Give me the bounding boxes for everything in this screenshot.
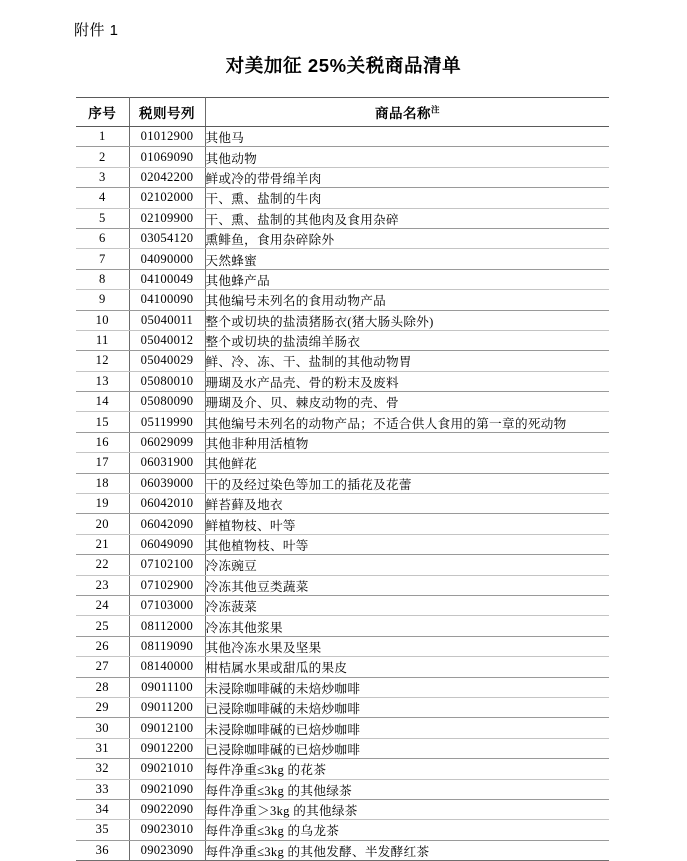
cell-product-name: 其他非种用活植物 <box>205 432 609 452</box>
cell-product-name: 其他马 <box>205 127 609 147</box>
cell-serial-number: 10 <box>76 310 129 330</box>
cell-tariff-code: 09012100 <box>129 718 205 738</box>
cell-serial-number: 13 <box>76 371 129 391</box>
cell-tariff-code: 09021010 <box>129 759 205 779</box>
cell-product-name: 天然蜂蜜 <box>205 249 609 269</box>
table-row <box>76 453 609 473</box>
attachment-label: 附件 1 <box>74 22 119 39</box>
note-superscript: 注 <box>430 104 440 115</box>
table-row <box>76 208 609 228</box>
table-row <box>76 514 609 534</box>
cell-serial-number: 1 <box>76 127 129 147</box>
cell-tariff-code: 06039000 <box>129 473 205 493</box>
cell-serial-number: 15 <box>76 412 129 432</box>
cell-serial-number: 3 <box>76 167 129 187</box>
cell-tariff-code: 04100090 <box>129 290 205 310</box>
cell-serial-number: 33 <box>76 779 129 799</box>
table-row <box>76 290 609 310</box>
column-header-product-name-text: 商品名称 <box>374 106 431 121</box>
cell-tariff-code: 05040011 <box>129 310 205 330</box>
table-row <box>76 412 609 432</box>
cell-tariff-code: 06031900 <box>129 453 205 473</box>
cell-product-name: 每件净重≤3kg 的其他绿茶 <box>205 779 609 799</box>
cell-product-name: 冷冻菠菜 <box>205 595 609 615</box>
table-row <box>76 697 609 717</box>
cell-serial-number: 35 <box>76 820 129 840</box>
column-header-tariff-code: 税则号列 <box>129 98 205 127</box>
cell-serial-number: 21 <box>76 534 129 554</box>
cell-tariff-code: 08140000 <box>129 657 205 677</box>
cell-tariff-code: 06042010 <box>129 494 205 514</box>
cell-tariff-code: 07102100 <box>129 555 205 575</box>
cell-product-name: 冷冻豌豆 <box>205 555 609 575</box>
cell-serial-number: 23 <box>76 575 129 595</box>
cell-tariff-code: 09023090 <box>129 840 205 860</box>
cell-product-name: 已浸除咖啡碱的已焙炒咖啡 <box>205 738 609 758</box>
table-row <box>76 677 609 697</box>
table-row <box>76 330 609 350</box>
table-row <box>76 840 609 860</box>
cell-product-name: 未浸除咖啡碱的未焙炒咖啡 <box>205 677 609 697</box>
cell-product-name: 每件净重≤3kg 的乌龙茶 <box>205 820 609 840</box>
table-header <box>76 98 609 127</box>
cell-product-name: 其他鲜花 <box>205 453 609 473</box>
table-body <box>76 127 609 861</box>
table-row <box>76 392 609 412</box>
table-row <box>76 494 609 514</box>
cell-tariff-code: 01069090 <box>129 147 205 167</box>
page-title: 对美加征 25%关税商品清单 <box>225 55 462 76</box>
column-header-serial-number: 序号 <box>76 98 129 127</box>
cell-product-name: 鲜、冷、冻、干、盐制的其他动物胃 <box>205 351 609 371</box>
cell-tariff-code: 05119990 <box>129 412 205 432</box>
cell-serial-number: 19 <box>76 494 129 514</box>
cell-product-name: 干的及经过染色等加工的插花及花蕾 <box>205 473 609 493</box>
table-row <box>76 575 609 595</box>
cell-serial-number: 22 <box>76 555 129 575</box>
table-row <box>76 351 609 371</box>
table-row <box>76 759 609 779</box>
cell-product-name: 鲜植物枝、叶等 <box>205 514 609 534</box>
cell-serial-number: 28 <box>76 677 129 697</box>
table-row <box>76 473 609 493</box>
cell-tariff-code: 09022090 <box>129 799 205 819</box>
table-row <box>76 555 609 575</box>
table-row <box>76 432 609 452</box>
column-header-product-name <box>205 98 609 127</box>
cell-serial-number: 2 <box>76 147 129 167</box>
cell-tariff-code: 05080090 <box>129 392 205 412</box>
cell-product-name: 冷冻其他浆果 <box>205 616 609 636</box>
cell-tariff-code: 05040012 <box>129 330 205 350</box>
cell-product-name: 鲜苔藓及地衣 <box>205 494 609 514</box>
cell-product-name: 整个或切块的盐渍绵羊肠衣 <box>205 330 609 350</box>
table-row <box>76 371 609 391</box>
cell-serial-number: 12 <box>76 351 129 371</box>
cell-product-name: 其他植物枝、叶等 <box>205 534 609 554</box>
cell-tariff-code: 09012200 <box>129 738 205 758</box>
cell-serial-number: 36 <box>76 840 129 860</box>
cell-tariff-code: 04100049 <box>129 269 205 289</box>
table-row <box>76 127 609 147</box>
table-row <box>76 249 609 269</box>
cell-serial-number: 32 <box>76 759 129 779</box>
cell-serial-number: 34 <box>76 799 129 819</box>
cell-tariff-code: 06029099 <box>129 432 205 452</box>
cell-product-name: 熏鲱鱼，食用杂碎除外 <box>205 228 609 248</box>
cell-tariff-code: 06042090 <box>129 514 205 534</box>
cell-tariff-code: 08119090 <box>129 636 205 656</box>
cell-serial-number: 25 <box>76 616 129 636</box>
cell-tariff-code: 09011200 <box>129 697 205 717</box>
cell-serial-number: 9 <box>76 290 129 310</box>
cell-tariff-code: 07102900 <box>129 575 205 595</box>
table-row <box>76 269 609 289</box>
table-row <box>76 738 609 758</box>
cell-serial-number: 24 <box>76 595 129 615</box>
cell-product-name: 柑桔属水果或甜瓜的果皮 <box>205 657 609 677</box>
table-row <box>76 799 609 819</box>
cell-product-name: 未浸除咖啡碱的已焙炒咖啡 <box>205 718 609 738</box>
cell-tariff-code: 07103000 <box>129 595 205 615</box>
cell-tariff-code: 05040029 <box>129 351 205 371</box>
cell-product-name: 珊瑚及水产品壳、骨的粉末及废料 <box>205 371 609 391</box>
table-row <box>76 820 609 840</box>
cell-serial-number: 26 <box>76 636 129 656</box>
cell-tariff-code: 09021090 <box>129 779 205 799</box>
table-row <box>76 188 609 208</box>
cell-serial-number: 20 <box>76 514 129 534</box>
cell-serial-number: 29 <box>76 697 129 717</box>
table-row <box>76 310 609 330</box>
table-row <box>76 147 609 167</box>
cell-product-name: 每件净重≤3kg 的其他发酵、半发酵红茶 <box>205 840 609 860</box>
cell-serial-number: 8 <box>76 269 129 289</box>
cell-serial-number: 14 <box>76 392 129 412</box>
cell-product-name: 冷冻其他豆类蔬菜 <box>205 575 609 595</box>
cell-tariff-code: 02109900 <box>129 208 205 228</box>
table-row <box>76 657 609 677</box>
cell-product-name: 每件净重≤3kg 的花茶 <box>205 759 609 779</box>
cell-serial-number: 17 <box>76 453 129 473</box>
cell-serial-number: 30 <box>76 718 129 738</box>
cell-serial-number: 27 <box>76 657 129 677</box>
cell-tariff-code: 02042200 <box>129 167 205 187</box>
cell-tariff-code: 01012900 <box>129 127 205 147</box>
cell-serial-number: 11 <box>76 330 129 350</box>
table-row <box>76 636 609 656</box>
cell-tariff-code: 08112000 <box>129 616 205 636</box>
cell-product-name: 其他编号未列名的动物产品；不适合供人食用的第一章的死动物 <box>205 412 609 432</box>
cell-product-name: 每件净重＞3kg 的其他绿茶 <box>205 799 609 819</box>
cell-serial-number: 4 <box>76 188 129 208</box>
cell-serial-number: 6 <box>76 228 129 248</box>
cell-tariff-code: 05080010 <box>129 371 205 391</box>
cell-product-name: 其他编号未列名的食用动物产品 <box>205 290 609 310</box>
table-row <box>76 534 609 554</box>
cell-tariff-code: 04090000 <box>129 249 205 269</box>
cell-tariff-code: 02102000 <box>129 188 205 208</box>
cell-product-name: 鲜或冷的带骨绵羊肉 <box>205 167 609 187</box>
cell-serial-number: 16 <box>76 432 129 452</box>
cell-serial-number: 5 <box>76 208 129 228</box>
cell-product-name: 其他蜂产品 <box>205 269 609 289</box>
cell-tariff-code: 06049090 <box>129 534 205 554</box>
cell-product-name: 珊瑚及介、贝、棘皮动物的壳、骨 <box>205 392 609 412</box>
cell-serial-number: 7 <box>76 249 129 269</box>
cell-tariff-code: 09023010 <box>129 820 205 840</box>
cell-tariff-code: 09011100 <box>129 677 205 697</box>
table-row <box>76 595 609 615</box>
table-row <box>76 167 609 187</box>
cell-product-name: 已浸除咖啡碱的未焙炒咖啡 <box>205 697 609 717</box>
tariff-table <box>76 97 609 861</box>
cell-product-name: 干、熏、盐制的其他肉及食用杂碎 <box>205 208 609 228</box>
table-header-row <box>76 98 609 127</box>
tariff-table-container <box>76 97 609 861</box>
cell-serial-number: 18 <box>76 473 129 493</box>
cell-tariff-code: 03054120 <box>129 228 205 248</box>
table-row <box>76 718 609 738</box>
cell-product-name: 干、熏、盐制的牛肉 <box>205 188 609 208</box>
table-row <box>76 779 609 799</box>
cell-product-name: 其他冷冻水果及坚果 <box>205 636 609 656</box>
cell-serial-number: 31 <box>76 738 129 758</box>
cell-product-name: 其他动物 <box>205 147 609 167</box>
cell-product-name: 整个或切块的盐渍猪肠衣(猪大肠头除外) <box>205 310 609 330</box>
table-row <box>76 228 609 248</box>
table-row <box>76 616 609 636</box>
